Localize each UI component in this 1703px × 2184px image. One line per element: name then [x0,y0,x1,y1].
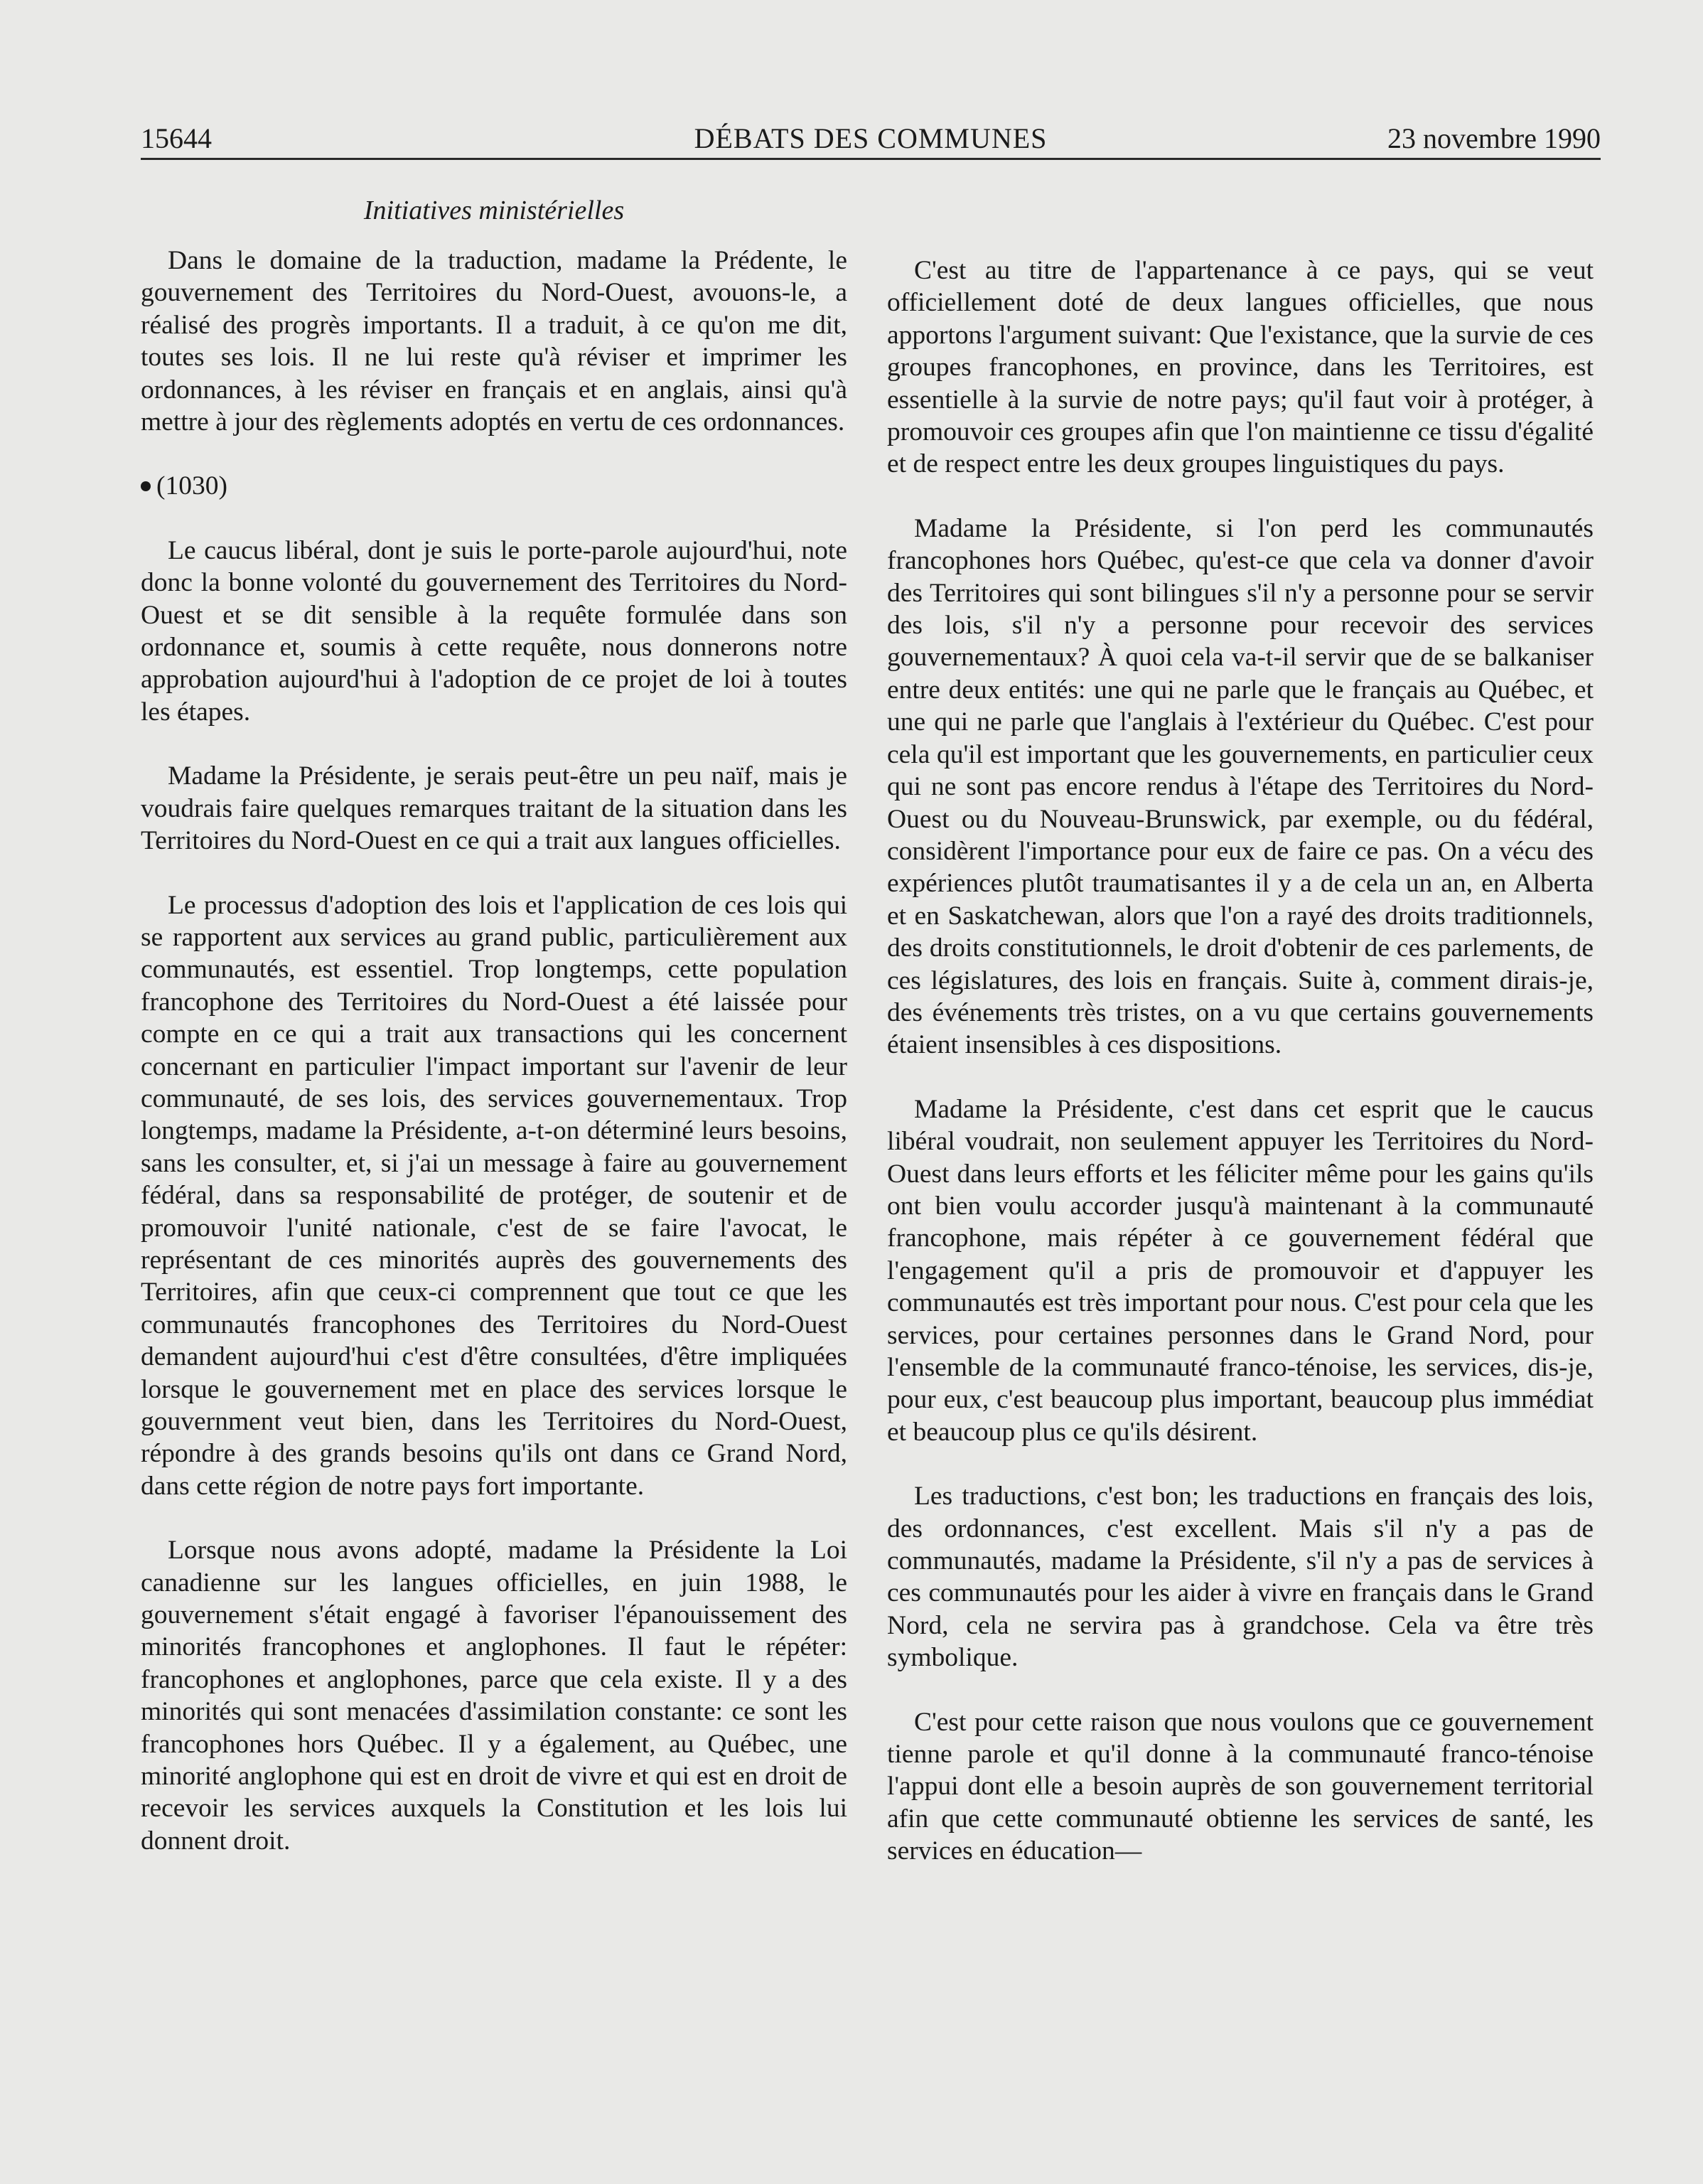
left-column [141,245,847,1857]
paragraph: C'est au titre de l'appartenance à ce pays, qui se veut officiellement doté de deux langues officielles, que nous apportons l'argument suivant: Que l'existance, que la survie de ces groupes francophones, en province, dans les Territoires, est essentielle à la survie de notre pays; qu'il faut voir à protéger, à promouvoir ces groupes afin que l'on maintienne ce tissu d'égalité et de respect entre les deux groupes linguistiques du pays. [887,256,1594,479]
page-number: 15644 [141,122,212,154]
paragraph: Le processus d'adoption des lois et l'application de ces lois qui se rapportent aux services au grand public, particulièrement aux communautés, est essentiel. Trop longtemps, cette population francophone des Territoires du Nord-Ouest a été laissée pour compte en ce qui a trait aux transactions qui les concernent concernant en particulier l'impact important sur l'avenir de leur communauté, de ses lois, des services gouvernementaux. Trop longtemps, madame la Présidente, a-t-on déterminé leurs besoins, sans les consulter, et, si j'ai un message à faire au gouvernement fédéral, dans sa responsabilité de protéger, de soutenir et de promouvoir l'unité nationale, c'est de se faire l'avocat, le représentant de ces minorités auprès des gouvernements des Territoires, afin que ceux-ci comprennent que tout ce que les communautés francophones des Territoires du Nord-Ouest demandent aujourd'hui c'est d'être consultées, d'être impliquées lorsque le gouvernement met en place des services lorsque le gouvernment veut bien, dans les Territoires du Nord-Ouest, répondre à des grands besoins qu'ils ont dans ce Grand Nord, dans cette région de notre pays fort importante. [141,890,847,1501]
paragraph: Dans le domaine de la traduction, madame la Prédente, le gouvernement des Territoires du Nord-Ouest, avouons-le, a réalisé des progrès importants. Il a traduit, à ce qu'on me dit, toutes ses lois. Il ne lui reste qu'à réviser et imprimer les ordonnances, à les réviser en français et en anglais, ainsi qu'à mettre à jour des règlements adoptés en vertu de ces ordonnances. [141,246,847,437]
bullet-icon [141,481,151,491]
paragraph: Les traductions, c'est bon; les traductions en français des lois, des ordonnances, c'est excellent. Mais s'il n'y a pas de communautés, madame la Présidente, s'il n'y a pas de services à ces communautés pour les aider à vivre en français dans le Grand Nord, cela ne servira pas à grandchose. Cela va être très symbolique. [887,1482,1594,1673]
paragraph: Le caucus libéral, dont je suis le porte-parole aujourd'hui, note donc la bonne volonté du gouvernement des Territoires du Nord-Ouest et se dit sensible à la requête formulée dans son ordonnance et, soumis à cette requête, nous donnerons notre approbation aujourd'hui à l'adoption de ce projet de loi à toutes les étapes. [141,535,847,727]
paragraph: Madame la Présidente, c'est dans cet esprit que le caucus libéral voudrait, non seulement appuyer les Territoires du Nord-Ouest dans leurs efforts et les féliciter même pour les gains qu'ils ont bien voulu accorder jusqu'à maintenant à la communauté francophone, mais répéter à ce gouvernement fédéral que l'engagement qu'il a pris de promouvoir et d'appuyer les communautés est très important pour nous. C'est pour cela que les services, pour certaines personnes dans le Grand Nord, pour l'ensemble de la communauté franco-ténoise, les services, dis-je, pour eux, c'est beaucoup plus important, beaucoup plus immédiat et beaucoup plus ce qu'ils désirent. [887,1094,1594,1447]
page-header [141,117,1601,160]
time-marker-text: (1030) [156,471,227,501]
paragraph: Madame la Présidente, si l'on perd les communautés francophones hors Québec, qu'est-ce que cela va donner d'avoir des Territoires qui sont bilingues s'il n'y a personne pour se servir des lois, s'il n'y a personne pour recevoir des services gouvernementaux? À quoi cela va-t-il servir que de se balkaniser entre deux entités: une qui ne parle que le français au Québec, et une qui ne parle que l'anglais à l'extérieur du Québec. C'est pour cela qu'il est important que les gouvernements, en particulier ceux qui ne sont pas encore rendus à l'étape des Territoires du Nord-Ouest ou du Nouveau-Brunswick, par exemple, ou du fédéral, considèrent l'importance pour eux de faire ce pas. On a vécu des expériences plutôt traumatisantes il y a de cela un an, en Alberta et en Saskatchewan, alors que l'on a rayé des droits traditionnels, des droits constitutionnels, le droit d'obtenir de ces parlements, de ces législatures, des lois en français. Suite à, comment dirais-je, des événements très tristes, on a vu que certains gouvernements étaient insensibles à ces dispositions. [887,513,1594,1060]
section-heading: Initiatives ministérielles [363,196,625,225]
paragraph: Madame la Présidente, je serais peut-être un peu naïf, mais je voudrais faire quelques remarques traitant de la situation dans les Territoires du Nord-Ouest en ce qui a trait aux langues officielles. [141,761,847,856]
publication-title: DÉBATS DES COMMUNES [694,122,1048,154]
time-marker [141,470,847,502]
paragraph: C'est pour cette raison que nous voulons que ce gouvernement tienne parole et qu'il donne à la communauté franco-ténoise l'appui dont elle a besoin auprès de son gouvernement territorial afin que cette communauté obtienne les services de santé, les services en éducation— [887,1707,1594,1866]
paragraph: Lorsque nous avons adopté, madame la Présidente la Loi canadienne sur les langues officielles, en juin 1988, le gouvernement s'était engagé à favoriser l'épanouissement des minorités francophones et anglophones. Il faut le répéter: francophones et anglophones, parce que cela existe. Il y a des minorités qui sont menacées d'assimilation constante: ce sont les francophones hors Québec. Il y a également, au Québec, une minorité anglophone qui est en droit de vivre et qui est en droit de recevoir les services auxquels la Constitution et les lois lui donnent droit. [141,1536,847,1856]
header-rule [141,158,1601,160]
publication-date: 23 novembre 1990 [1387,122,1601,154]
right-column [887,255,1594,1868]
